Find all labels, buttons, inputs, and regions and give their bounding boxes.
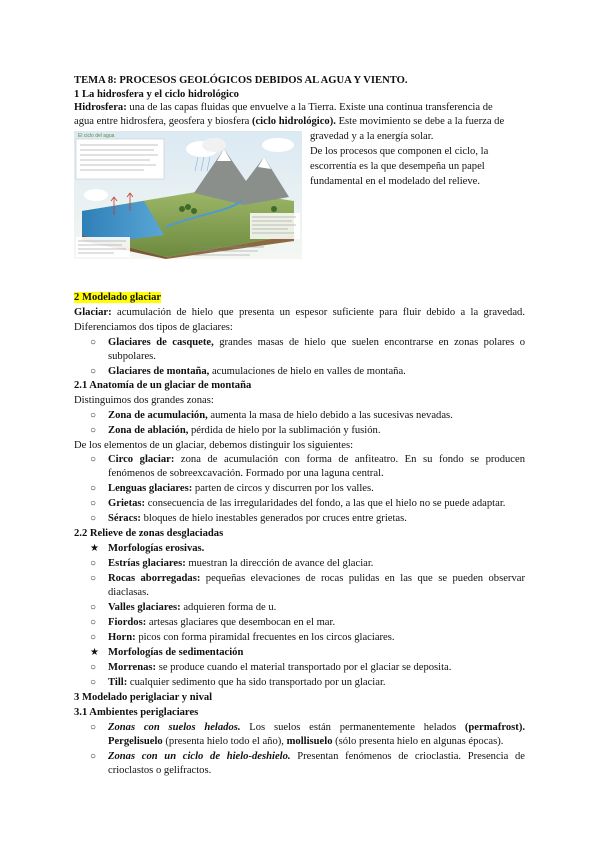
element-item: Grietas: consecuencia de las irregularidades del fondo, a las que el hielo no se puede adaptar.: [108, 498, 506, 509]
periglacial-item: Zonas con un ciclo de hielo-deshielo. Presentan fenómenos de crioclastia. Presencia de: [108, 751, 525, 762]
water-cycle-figure: [74, 131, 302, 259]
bullet-hollow-icon: ○: [90, 677, 97, 688]
bullet-hollow-icon: ○: [90, 410, 97, 421]
erosive-item: Rocas aborregadas: pequeñas elevaciones de rocas pulidas en las que se pueden observar: [108, 573, 525, 584]
zone-item: Zona de acumulación, aumenta la masa de hielo debido a las sucesivas nevadas.: [108, 410, 453, 421]
section-2-heading: 2 Modelado glaciar: [74, 292, 162, 303]
glacier-type-item: Glaciares de casquete, grandes masas de hielo que suelen encontrarse en zonas polares o: [108, 337, 525, 348]
section-3-1-heading: 3.1 Ambientes periglaciares: [74, 707, 199, 718]
hidrosfera-paragraph-line-1: Hidrosfera: una de las capas fluidas que envuelve a la Tierra. Existe una continua transferencia de: [74, 102, 493, 113]
glacier-types-intro: Diferenciamos dos tipos de glaciares:: [74, 322, 233, 333]
periglacial-item: Zonas con suelos helados. Los suelos están permanentemente helados (permafrost).: [108, 722, 525, 733]
bullet-hollow-icon: ○: [90, 662, 97, 673]
section-2-2-heading: 2.2 Relieve de zonas desglaciadas: [74, 528, 224, 539]
glacier-type-item: Glaciares de montaña, acumulaciones de hielo en valles de montaña.: [108, 366, 406, 377]
bullet-hollow-icon: ○: [90, 558, 97, 569]
sediment-item: Till: cualquier sedimento que ha sido transportado por un glaciar.: [108, 677, 386, 688]
erosive-item: Valles glaciares: adquieren forma de u.: [108, 602, 277, 613]
water-cycle-diagram-icon: [74, 131, 302, 259]
erosive-item-cont: diaclasas.: [108, 587, 149, 598]
bullet-hollow-icon: ○: [90, 483, 97, 494]
figure-caption: El ciclo del agua: [78, 133, 115, 139]
beside-text-line: fundamental en el modelado del relieve.: [310, 176, 481, 187]
beside-text-line: De los procesos que componen el ciclo, la: [310, 146, 489, 157]
erosive-heading: Morfologías erosivas.: [108, 543, 205, 554]
bullet-hollow-icon: ○: [90, 513, 97, 524]
erosive-item: Fiordos: artesas glaciares que desembocan en el mar.: [108, 617, 336, 628]
zone-item: Zona de ablación, pérdida de hielo por la sublimación y fusión.: [108, 425, 381, 436]
sediment-item: Morrenas: se produce cuando el material transportado por el glaciar se deposita.: [108, 662, 452, 673]
page-title: TEMA 8: PROCESOS GEOLÓGICOS DEBIDOS AL AGUA Y VIENTO.: [74, 75, 408, 86]
bullet-hollow-icon: ○: [90, 722, 97, 733]
periglacial-item-cont: Pergelisuelo (presenta hielo todo el año), mollisuelo (sólo presenta hielo en algunas épocas).: [108, 736, 504, 747]
bullet-hollow-icon: ○: [90, 632, 97, 643]
section-2-1-heading: 2.1 Anatomía de un glaciar de montaña: [74, 380, 252, 391]
elements-intro: De los elementos de un glaciar, debemos distinguir los siguientes:: [74, 440, 354, 451]
bullet-star-icon: ★: [90, 543, 99, 554]
element-item: Séracs: bloques de hielo inestables generados por cruces entre grietas.: [108, 513, 407, 524]
glacier-type-item-cont: subpolares.: [108, 351, 156, 362]
glaciar-definition: Glaciar: acumulación de hielo que presenta un espesor suficiente para fluir debido a la gravedad.: [74, 307, 525, 318]
hidrosfera-paragraph-line-2: agua entre hidrosfera, geosfera y biosfera (ciclo hidrológico). Este movimiento se debe a la fuerza de: [74, 116, 505, 127]
zones-intro: Distinguimos dos grandes zonas:: [74, 395, 214, 406]
bullet-hollow-icon: ○: [90, 366, 97, 377]
bullet-hollow-icon: ○: [90, 602, 97, 613]
element-item: Circo glaciar: zona de acumulación con forma de anfiteatro. En su fondo se producen: [108, 454, 525, 465]
beside-text-line: escorrentía es la que desempeña un papel: [310, 161, 485, 172]
beside-text-line: gravedad y a la energía solar.: [310, 131, 434, 142]
bullet-hollow-icon: ○: [90, 337, 97, 348]
bullet-hollow-icon: ○: [90, 751, 97, 762]
sediment-heading: Morfologías de sedimentación: [108, 647, 244, 658]
erosive-item: Horn: picos con forma piramidal frecuentes en los circos glaciares.: [108, 632, 395, 643]
bullet-hollow-icon: ○: [90, 573, 97, 584]
bullet-hollow-icon: ○: [90, 617, 97, 628]
periglacial-item-cont: crioclastos o gelifractos.: [108, 765, 212, 776]
section-3-heading: 3 Modelado periglaciar y nival: [74, 692, 213, 703]
erosive-item: Estrías glaciares: muestran la dirección de avance del glaciar.: [108, 558, 374, 569]
bullet-hollow-icon: ○: [90, 454, 97, 465]
element-item: Lenguas glaciares: parten de circos y discurren por los valles.: [108, 483, 374, 494]
bullet-hollow-icon: ○: [90, 425, 97, 436]
bullet-star-icon: ★: [90, 647, 99, 658]
section-1-heading: 1 La hidrosfera y el ciclo hidrológico: [74, 89, 239, 100]
bullet-hollow-icon: ○: [90, 498, 97, 509]
element-item-cont: fenómenos de sobreexcavación. Formado por una laguna central.: [108, 468, 384, 479]
